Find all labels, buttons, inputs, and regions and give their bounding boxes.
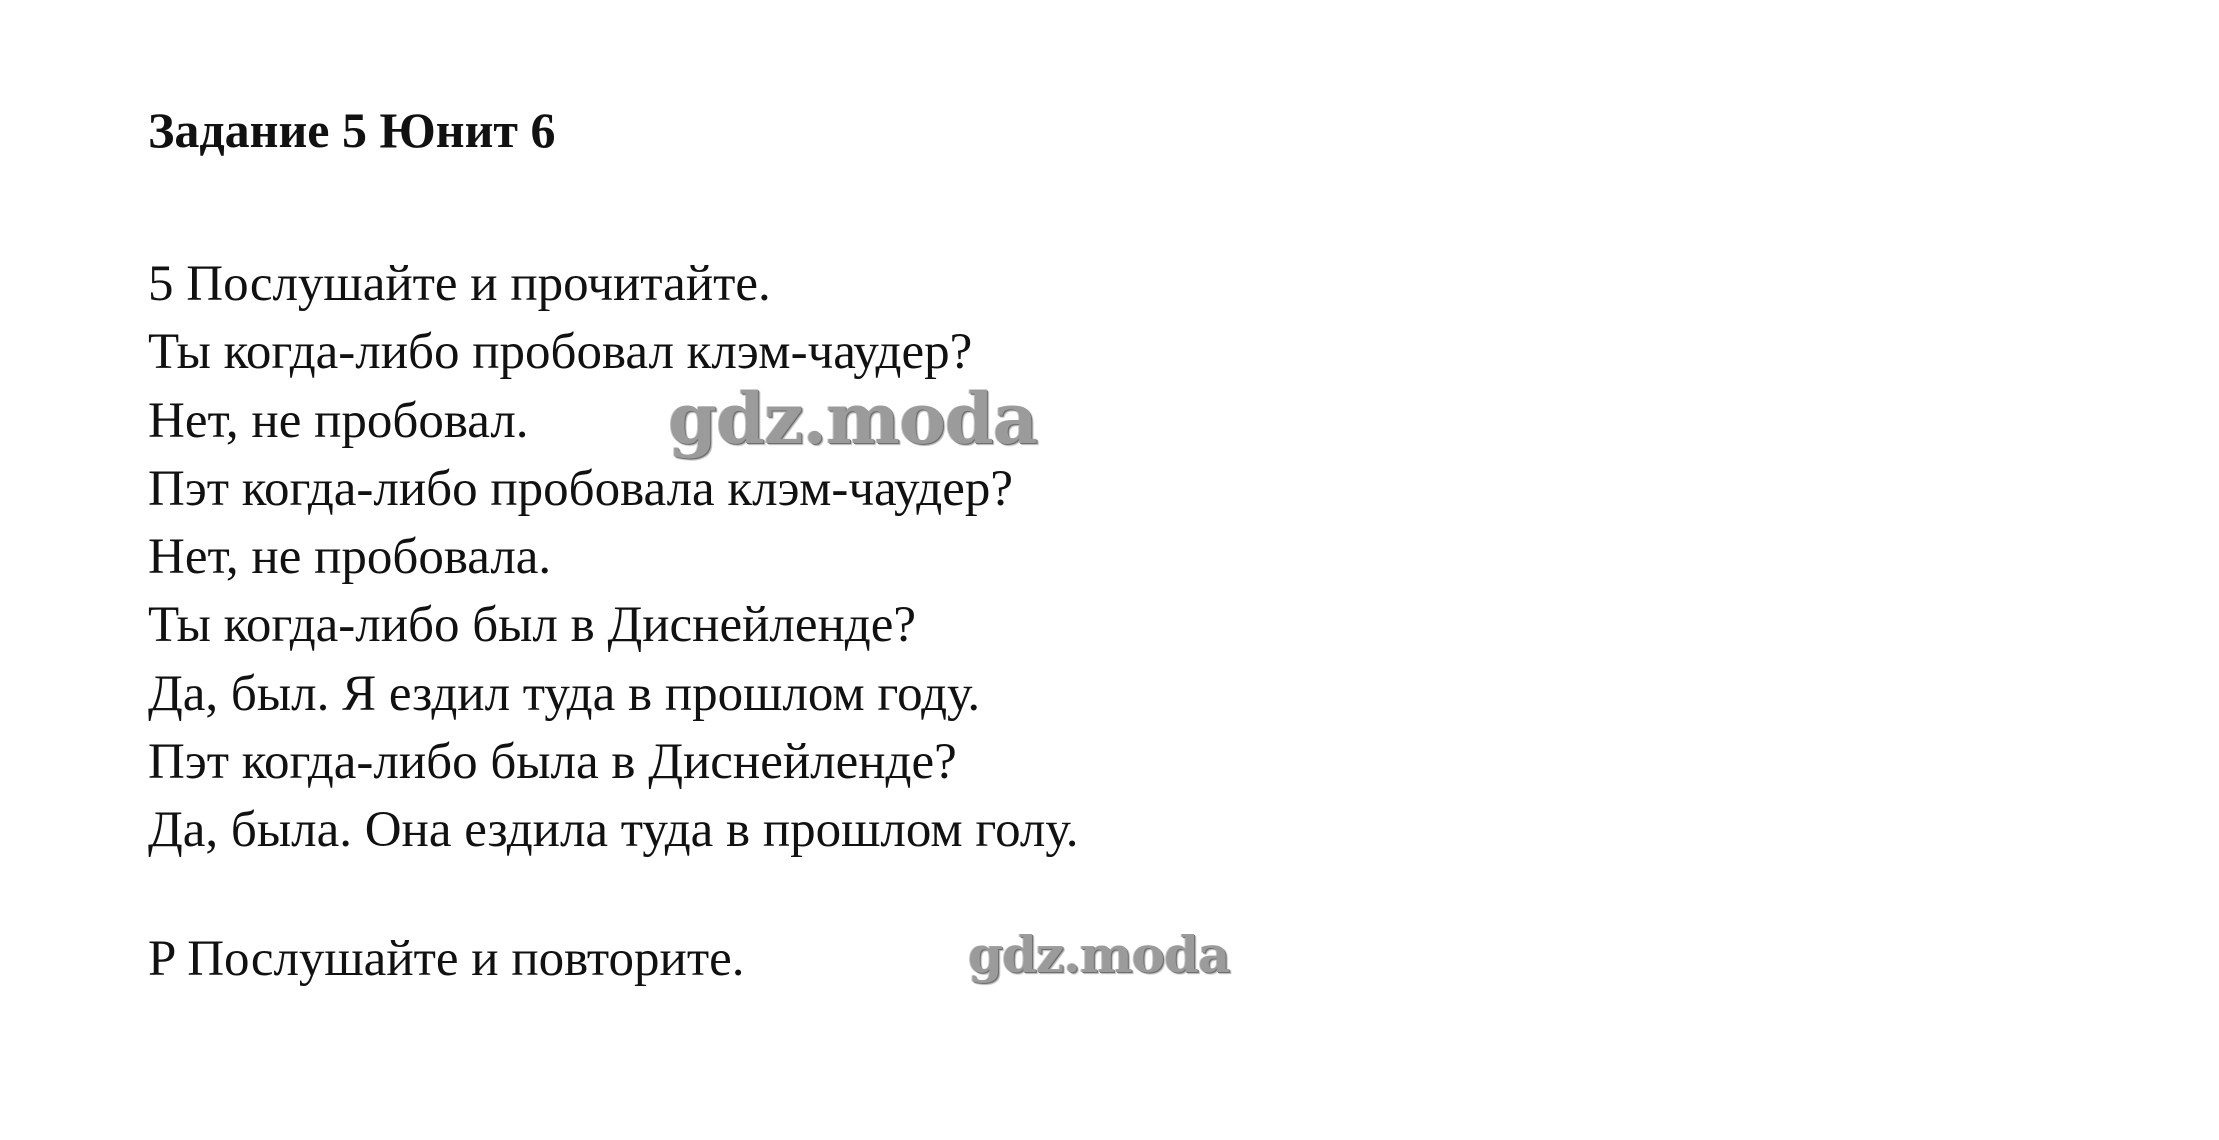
text-line: Нет, не пробовала. — [148, 529, 552, 586]
text-line: Нет, не пробовал. — [148, 392, 529, 449]
text-line: Да, была. Она ездила туда в прошлом голу. — [148, 802, 1079, 859]
watermark-logo: gdz.moda — [668, 377, 1038, 460]
footer-instruction: P Послушайте и повторите. — [148, 931, 745, 987]
watermark-logo: gdz.moda — [968, 925, 1230, 984]
page-title: Задание 5 Юнит 6 — [148, 102, 556, 158]
text-line: Пэт когда-либо пробовала клэм-чаудер? — [148, 460, 1014, 517]
text-line: 5 Послушайте и прочитайте. — [148, 256, 771, 312]
text-line: Да, был. Я ездил туда в прошлом году. — [148, 665, 981, 722]
text-body — [148, 250, 1079, 865]
text-line: Ты когда-либо был в Диснейленде? — [148, 597, 916, 654]
text-line: Пэт когда-либо была в Диснейленде? — [148, 734, 957, 791]
text-line: Ты когда-либо пробовал клэм-чаудер? — [148, 324, 973, 381]
